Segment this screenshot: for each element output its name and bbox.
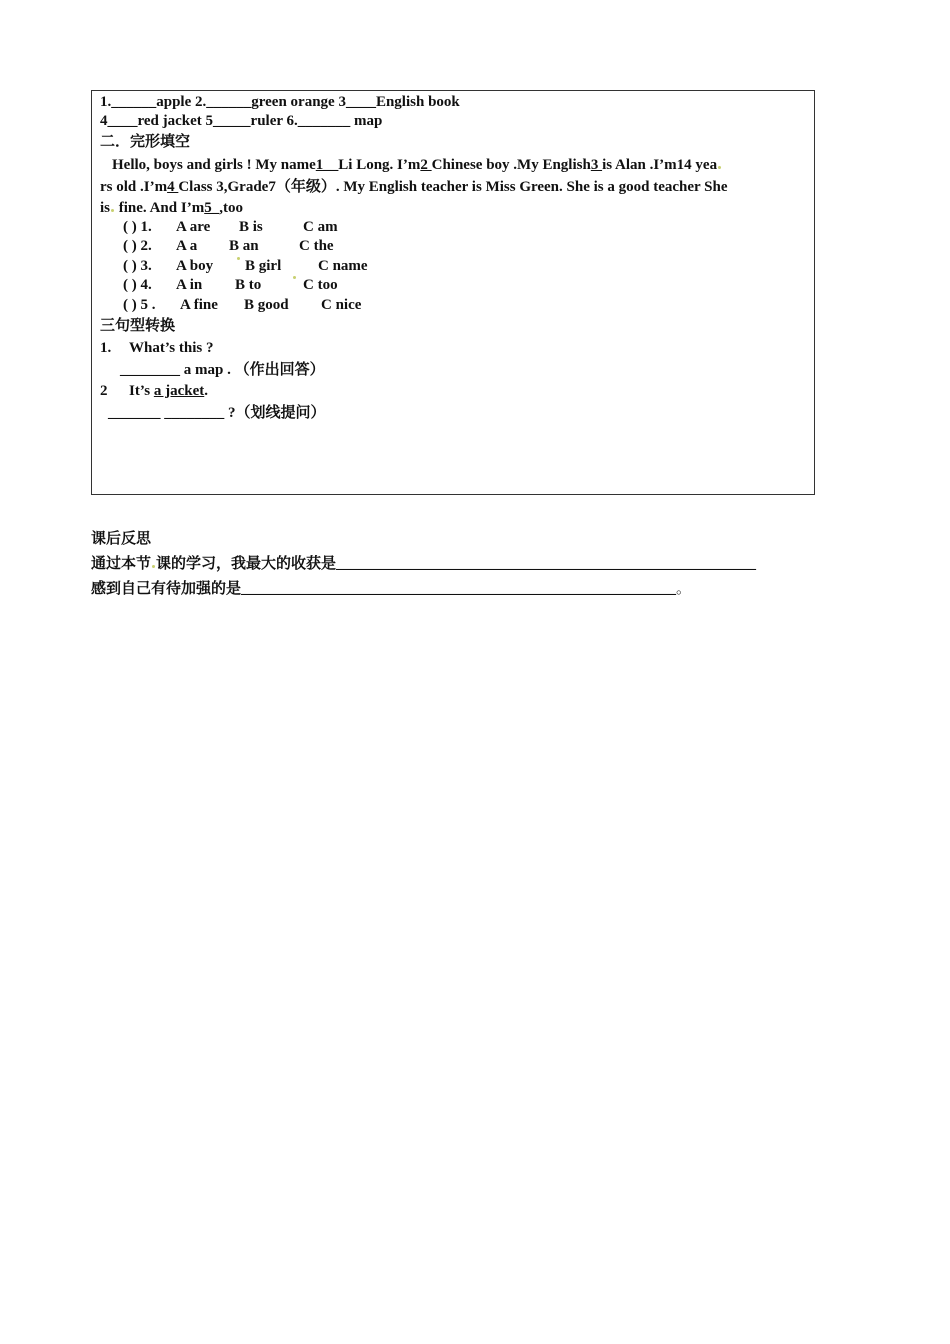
section-2-title: 二．完形填空 (100, 134, 191, 150)
option-number: ( ) 4. (123, 277, 152, 293)
option-c: C nice (321, 297, 362, 313)
reflection-end-mark: 。 (676, 581, 692, 597)
reflection-title: 课后反思 (91, 531, 152, 547)
question-number: 1. (100, 340, 112, 356)
option-a: A fine (180, 297, 218, 313)
section-3-title: 三句型转换 (100, 318, 176, 334)
marker-dot (293, 276, 296, 279)
passage-text: rs old .I’m (100, 179, 168, 195)
option-a: A a (176, 238, 198, 254)
marker-dot (237, 257, 240, 260)
option-a: A in (176, 277, 203, 293)
option-number: ( ) 2. (123, 238, 152, 254)
option-b: B girl (245, 258, 282, 274)
passage-text: Li Long. I’m (338, 157, 421, 173)
option-b: B is (239, 219, 263, 235)
option-c: C name (318, 258, 368, 274)
marker-dot (718, 166, 721, 169)
passage-line-2 (100, 178, 728, 196)
blank-3: 3 (590, 157, 603, 173)
option-c: C too (303, 277, 338, 293)
reflection-line-1 (91, 552, 756, 573)
option-row-1 (123, 218, 338, 236)
blank-2: 2 (420, 157, 432, 173)
question-text: What’s this ? (129, 340, 214, 356)
passage-line-3 (100, 199, 243, 217)
passage-text: is (100, 200, 111, 216)
marker-dot (111, 209, 114, 212)
option-number: ( ) 5 . (123, 297, 156, 313)
passage-text: Class 3,Grade7（年级）. My English teacher is Miss Green. She is a good teacher She (178, 179, 728, 195)
option-b: B good (244, 297, 289, 313)
option-number: ( ) 1. (123, 219, 152, 235)
passage-text: is Alan .I’m14 yea (602, 157, 718, 173)
reflection-text: 课的学习，我最大的收获是________________________________________________________ (156, 556, 757, 572)
underlined-phrase: a jacket (153, 383, 205, 399)
reflection-text: 感到自己有待加强的是__________________________________________________________ (91, 581, 677, 597)
question-text-part: . (204, 383, 209, 399)
blank-1: 1__ (315, 157, 339, 173)
option-row-2 (123, 237, 334, 255)
question-2 (100, 382, 209, 400)
passage-text: Hello, boys and girls ! My name (112, 157, 316, 173)
blank-5: 5_ (204, 200, 220, 216)
option-c: C am (303, 219, 338, 235)
option-b: B an (229, 238, 259, 254)
option-number: ( ) 3. (123, 258, 152, 274)
passage-text: ,too (219, 200, 243, 216)
exercise-box (91, 90, 815, 495)
vocab-line-1: 1.______apple 2.______green orange 3____English book (100, 94, 460, 110)
option-row-4 (123, 276, 338, 294)
reflection-text: 通过本节 (91, 556, 152, 572)
question-text (129, 382, 208, 400)
passage-line-1 (112, 156, 722, 174)
question-text-part: It’s (129, 383, 154, 399)
question-2-answer: _______ ________ ?（划线提问） (108, 405, 326, 421)
option-row-5 (123, 296, 362, 314)
passage-text: fine. And I’m (115, 200, 205, 216)
question-1 (100, 339, 214, 357)
reflection-line-2 (91, 577, 691, 598)
question-1-answer: ________ a map . （作出回答） (120, 362, 325, 378)
blank-4: 4 (167, 179, 179, 195)
question-number: 2 (100, 383, 108, 399)
option-a: A are (176, 219, 211, 235)
passage-text: Chinese boy .My English (431, 157, 591, 173)
option-a: A boy (176, 258, 214, 274)
option-b: B to (235, 277, 262, 293)
marker-dot (152, 565, 155, 568)
option-c: C the (299, 238, 334, 254)
vocab-line-2: 4____red jacket 5_____ruler 6._______ map (100, 113, 383, 129)
option-row-3 (123, 257, 368, 275)
